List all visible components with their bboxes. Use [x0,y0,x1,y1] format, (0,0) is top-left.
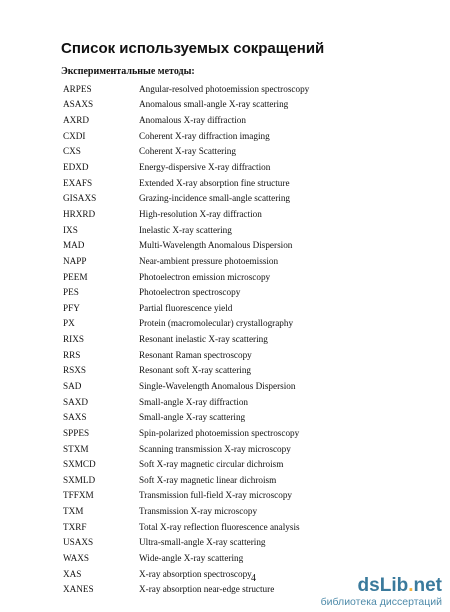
abbreviation-description: Wide-angle X-ray scattering [139,553,244,564]
abbreviation-term: TXRF [63,521,87,532]
abbreviation-term: IXS [63,224,78,235]
abbreviation-description: Resonant soft X-ray scattering [139,365,252,376]
abbreviation-description: Transmission X-ray microscopy [139,506,258,517]
abbreviation-term: GISAXS [63,193,97,204]
abbreviation-row [63,347,363,363]
abbreviation-term: PEEM [63,271,88,282]
abbreviation-row [63,456,363,472]
abbreviation-row [63,159,363,175]
abbreviation-description: Transmission full-field X-ray microscopy [139,490,293,501]
abbreviation-term: EDXD [63,162,89,173]
page-number: 4 [251,573,256,584]
abbreviation-row [63,284,363,300]
abbreviation-description: Soft X-ray magnetic linear dichroism [139,474,277,485]
abbreviation-description: Partial fluorescence yield [139,302,233,313]
abbreviation-description: X-ray absorption near-edge structure [139,584,275,595]
abbreviation-row [63,222,363,238]
abbreviation-row [63,300,363,316]
abbreviation-description: X-ray absorption spectroscopy [139,568,252,579]
abbreviation-row [63,503,363,519]
abbreviation-term: MAD [63,240,85,251]
abbreviation-term: SAD [63,380,82,391]
watermark-logo-dot: . [408,575,414,596]
abbreviation-term: SAXD [63,396,89,407]
watermark-subtitle: библиотека диссертаций [320,596,442,608]
abbreviation-term: RIXS [63,334,84,345]
abbreviation-term: TXM [63,506,84,517]
abbreviation-row [63,582,363,598]
abbreviation-description: Angular-resolved photoemission spectroscopy [139,83,310,94]
abbreviation-row [63,441,363,457]
abbreviation-row [63,488,363,504]
abbreviation-description: Ultra-small-angle X-ray scattering [139,537,266,548]
abbreviation-term: AXRD [63,115,90,126]
watermark-logo-tld: net [413,575,442,596]
abbreviation-row [63,472,363,488]
abbreviation-term: XAS [63,568,82,579]
abbreviation-term: RRS [63,349,81,360]
abbreviation-row [63,269,363,285]
section-title: Экспериментальные методы: [61,66,195,77]
abbreviation-description: Protein (macromolecular) crystallography [139,318,294,329]
abbreviation-row [63,128,363,144]
page-heading: Список используемых сокращений [61,40,325,57]
abbreviation-row [63,206,363,222]
watermark-logo [321,576,442,596]
abbreviation-description: Coherent X-ray Scattering [139,146,236,157]
abbreviation-row [63,144,363,160]
abbreviation-row [63,253,363,269]
abbreviation-description: Photoelectron spectroscopy [139,287,241,298]
abbreviation-row [63,566,363,582]
abbreviation-description: Small-angle X-ray scattering [139,412,246,423]
abbreviation-description: Extended X-ray absorption fine structure [139,177,290,188]
abbreviation-row [63,378,363,394]
abbreviation-row [63,81,363,97]
abbreviation-term: SXMLD [63,474,96,485]
abbreviation-list [63,81,363,597]
abbreviation-row [63,112,363,128]
abbreviation-description: Single-Wavelength Anomalous Dispersion [139,380,296,391]
abbreviation-description: Multi-Wavelength Anomalous Dispersion [139,240,293,251]
abbreviation-term: TFFXM [63,490,94,501]
abbreviation-term: USAXS [63,537,94,548]
abbreviation-row [63,237,363,253]
abbreviation-row [63,190,363,206]
abbreviation-description: Anomalous X-ray diffraction [139,115,246,126]
watermark-logo-main: dsLib [357,575,409,596]
abbreviation-term: EXAFS [63,177,93,188]
abbreviation-row [63,316,363,332]
abbreviation-row [63,363,363,379]
abbreviation-description: Resonant inelastic X-ray scattering [139,334,268,345]
abbreviation-term: WAXS [63,553,90,564]
abbreviation-description: Coherent X-ray diffraction imaging [139,130,270,141]
abbreviation-description: Resonant Raman spectroscopy [139,349,252,360]
abbreviation-description: Grazing-incidence small-angle scattering [139,193,291,204]
abbreviation-row [63,97,363,113]
abbreviation-row [63,409,363,425]
abbreviation-row [63,331,363,347]
abbreviation-term: RSXS [63,365,86,376]
abbreviation-term: STXM [63,443,89,454]
abbreviation-row [63,519,363,535]
abbreviation-term: PX [63,318,75,329]
watermark[interactable] [321,576,442,608]
abbreviation-term: SAXS [63,412,87,423]
abbreviation-term: NAPP [63,255,87,266]
abbreviation-term: XANES [63,584,94,595]
abbreviation-description: Soft X-ray magnetic circular dichroism [139,459,284,470]
abbreviation-description: Anomalous small-angle X-ray scattering [139,99,289,110]
abbreviation-row [63,535,363,551]
abbreviation-description: Energy-dispersive X-ray diffraction [139,162,271,173]
abbreviation-row [63,175,363,191]
abbreviation-term: SXMCD [63,459,96,470]
abbreviation-description: Spin-polarized photoemission spectroscopy [139,427,300,438]
abbreviation-term: CXDI [63,130,86,141]
abbreviation-row [63,425,363,441]
abbreviation-row [63,550,363,566]
abbreviation-description: Inelastic X-ray scattering [139,224,232,235]
abbreviation-term: ASAXS [63,99,94,110]
abbreviation-description: Total X-ray reflection fluorescence analysis [139,521,300,532]
abbreviation-term: CXS [63,146,81,157]
abbreviation-description: Small-angle X-ray diffraction [139,396,249,407]
abbreviation-term: HRXRD [63,208,96,219]
abbreviation-description: Photoelectron emission microscopy [139,271,271,282]
abbreviation-row [63,394,363,410]
abbreviation-description: Near-ambient pressure photoemission [139,255,279,266]
abbreviation-term: ARPES [63,83,92,94]
abbreviation-term: PES [63,287,79,298]
abbreviation-description: Scanning transmission X-ray microscopy [139,443,291,454]
abbreviation-description: High-resolution X-ray diffraction [139,208,262,219]
abbreviation-term: SPPES [63,427,90,438]
abbreviation-term: PFY [63,302,80,313]
